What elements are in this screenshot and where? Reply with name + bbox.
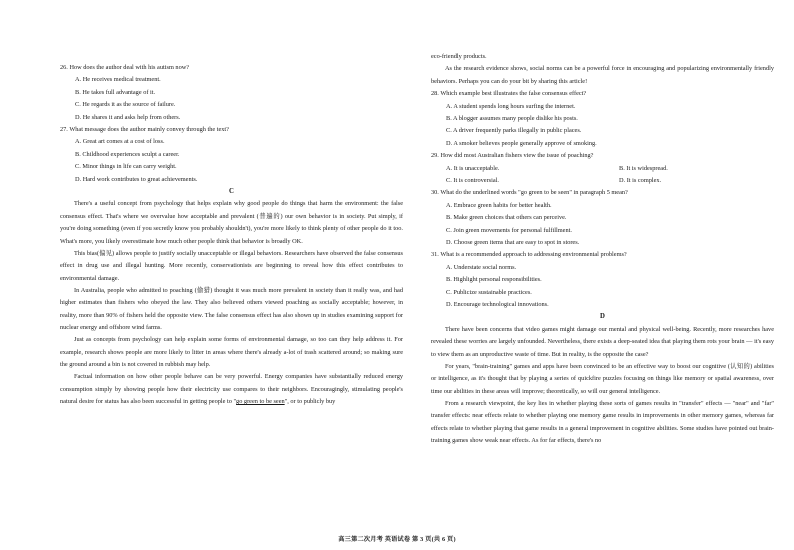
left-column	[60, 62, 403, 408]
passage-continuation: eco-friendly products.	[431, 53, 487, 60]
passage-d	[431, 324, 774, 447]
option-row	[446, 163, 774, 175]
passage-c	[60, 198, 403, 408]
page-footer: 高三第二次月考 英语试卷 第 3 页(共 6 页)	[338, 536, 456, 543]
option-a: A. It is unacceptable.	[446, 164, 500, 172]
underlined-phrase: go green to be seen	[236, 397, 285, 405]
right-column	[431, 51, 774, 447]
question-stem: 30. What do the underlined words "go green to be seen" in paragraph 5 mean?	[431, 189, 628, 197]
option-c: C. Minor things in life can carry weight.	[75, 163, 177, 171]
passage-paragraph: From a research viewpoint, the key lies in whether playing these sorts of games results in "transfer" effects — "near" and "far" transfer effects: near effects relate to whether playing one memory game results in improvements in other memory games, whereas far effects relate to whether playing that game results in a general improvement in cognitive abilities. Some studies have pointed out brain-training games show weak near effects. As for far effects, there's no	[431, 399, 774, 444]
option-b: B. Highlight personal responsibilities.	[446, 276, 542, 284]
passage-paragraph: Just as concepts from psychology can help explain some forms of environmental damage, so too can they help address it. For example, research shows people are more likely to litter in areas where there's already a-lot of trash scattered around; so making sure the ground around a bin is not covered in rubbish may help.	[60, 336, 403, 368]
paragraph-text: ", or to publicly buy	[284, 397, 336, 405]
passage-paragraph: For years, "brain-training" games and apps have been convinced to be an effective way to boost our cognitive (认知的) abilities or intelligence, as it's thought that by playing a series of quickfire puzzles focusing on things like memory or spatial awareness, over time our abilities in these areas will improve; theoretically, so will our general intelligence.	[431, 362, 774, 395]
section-heading-d: D	[600, 313, 605, 321]
option-c: C. He regards it as the source of failure.	[75, 101, 176, 109]
option-d: D. He shares it and asks help from others.	[75, 113, 181, 121]
option-d: D. Encourage technological innovations.	[446, 301, 549, 308]
question-stem: 27. What message does the author mainly convey through the text?	[60, 126, 229, 134]
passage-paragraph	[60, 371, 403, 408]
passage-paragraph: As the research evidence shows, social norms can be a powerful force in encouraging and popularizing environmentally friendly behaviors. Perhaps you can do your bit by sharing this article!	[431, 65, 774, 85]
option-c: C. A driver frequently parks illegally in public places.	[446, 127, 582, 135]
question-26	[60, 62, 403, 124]
option-a: A. A student spends long hours surfing the internet.	[446, 102, 576, 110]
option-b: B. It is widespread.	[619, 164, 668, 172]
option-row	[446, 175, 774, 187]
option-a: A. Great art comes at a cost of loss.	[75, 138, 165, 146]
option-a: A. Understate social norms.	[446, 263, 517, 271]
paragraph-text: Factual information on how other people behave can be very powerful. Energy companies have substantially reduced energy consumption simply by showing people how their electricity use compares to their neighbors. Encouragingly, stimulating people's natural desire for status has also been successful in getting people to "	[60, 373, 403, 405]
passage-paragraph: In Australia, people who admitted to poaching (偷猎) thought it was much more prevalent in society than it really was, and had higher estimates than fishers who obeyed the law. They also believed others viewed poaching as socially acceptable; however, in reality, more than 90% of fishers held the opposite view. The false consensus effect has also shown up in studies examining support for nuclear energy and offshore wind farms.	[60, 286, 403, 331]
question-29	[431, 150, 774, 187]
option-b: B. He takes full advantage of it.	[75, 88, 156, 96]
section-heading-c: C	[229, 188, 234, 196]
question-stem: 31. What is a recommended approach to addressing environmental problems?	[431, 251, 627, 259]
question-28	[431, 88, 774, 150]
question-30	[431, 187, 774, 249]
question-stem: 28. Which example best illustrates the false consensus effect?	[431, 90, 587, 98]
option-d: D. A smoker believes people generally approve of smoking.	[446, 139, 597, 147]
option-d: D. Choose green items that are easy to spot in stores.	[446, 238, 580, 246]
question-stem: 26. How does the author deal with his autism now?	[60, 64, 190, 71]
question-27	[60, 124, 403, 186]
option-c: C. Publicize sustainable practices.	[446, 288, 532, 296]
question-stem: 29. How did most Australian fishers view the issue of poaching?	[431, 152, 594, 160]
passage-paragraph: There have been concerns that video games might damage our mental and physical well-being. Recently, more researches have revealed these worries are largely unfounded. Nevertheless, there exists a deep-seated idea that playing them rots your brain — it's easy to view them as an unproductive waste of time. But in reality, is the opposite the case?	[431, 325, 774, 358]
passage-paragraph: There's a useful concept from psychology that helps explain why good people do things that harm the environment: the false consensus effect. That's where we overvalue how acceptable and prevalent (普遍的) our own behavior is in society. Put simply, if you're doing something (even if you secretly know you probably shouldn't), you're more likely to think plenty of other people do it too. What's more, you likely overestimate how much other people think that behavior is broadly OK.	[60, 200, 403, 245]
passage-paragraph: This bias(偏见) allows people to justify socially unacceptable or illegal behaviors. Researchers have observed the false consensus effect in drug use and illegal hunting. More recently, conservationists are beginning to reveal how this effect contributes to environmental damage.	[60, 249, 403, 282]
question-31	[431, 249, 774, 311]
option-a: A. He receives medical treatment.	[75, 76, 161, 84]
option-c: C. It is controversial.	[446, 176, 499, 184]
option-d: D. It is complex.	[619, 176, 662, 184]
option-c: C. Join green movements for personal fulfillment.	[446, 226, 572, 234]
option-a: A. Embrace green habits for better health.	[446, 201, 552, 209]
option-b: B. Childhood experiences sculpt a career.	[75, 150, 180, 158]
option-b: B. Make green choices that others can perceive.	[446, 214, 567, 222]
option-d: D. Hard work contributes to great achievements.	[75, 175, 198, 183]
option-b: B. A blogger assumes many people dislike his posts.	[446, 114, 578, 122]
